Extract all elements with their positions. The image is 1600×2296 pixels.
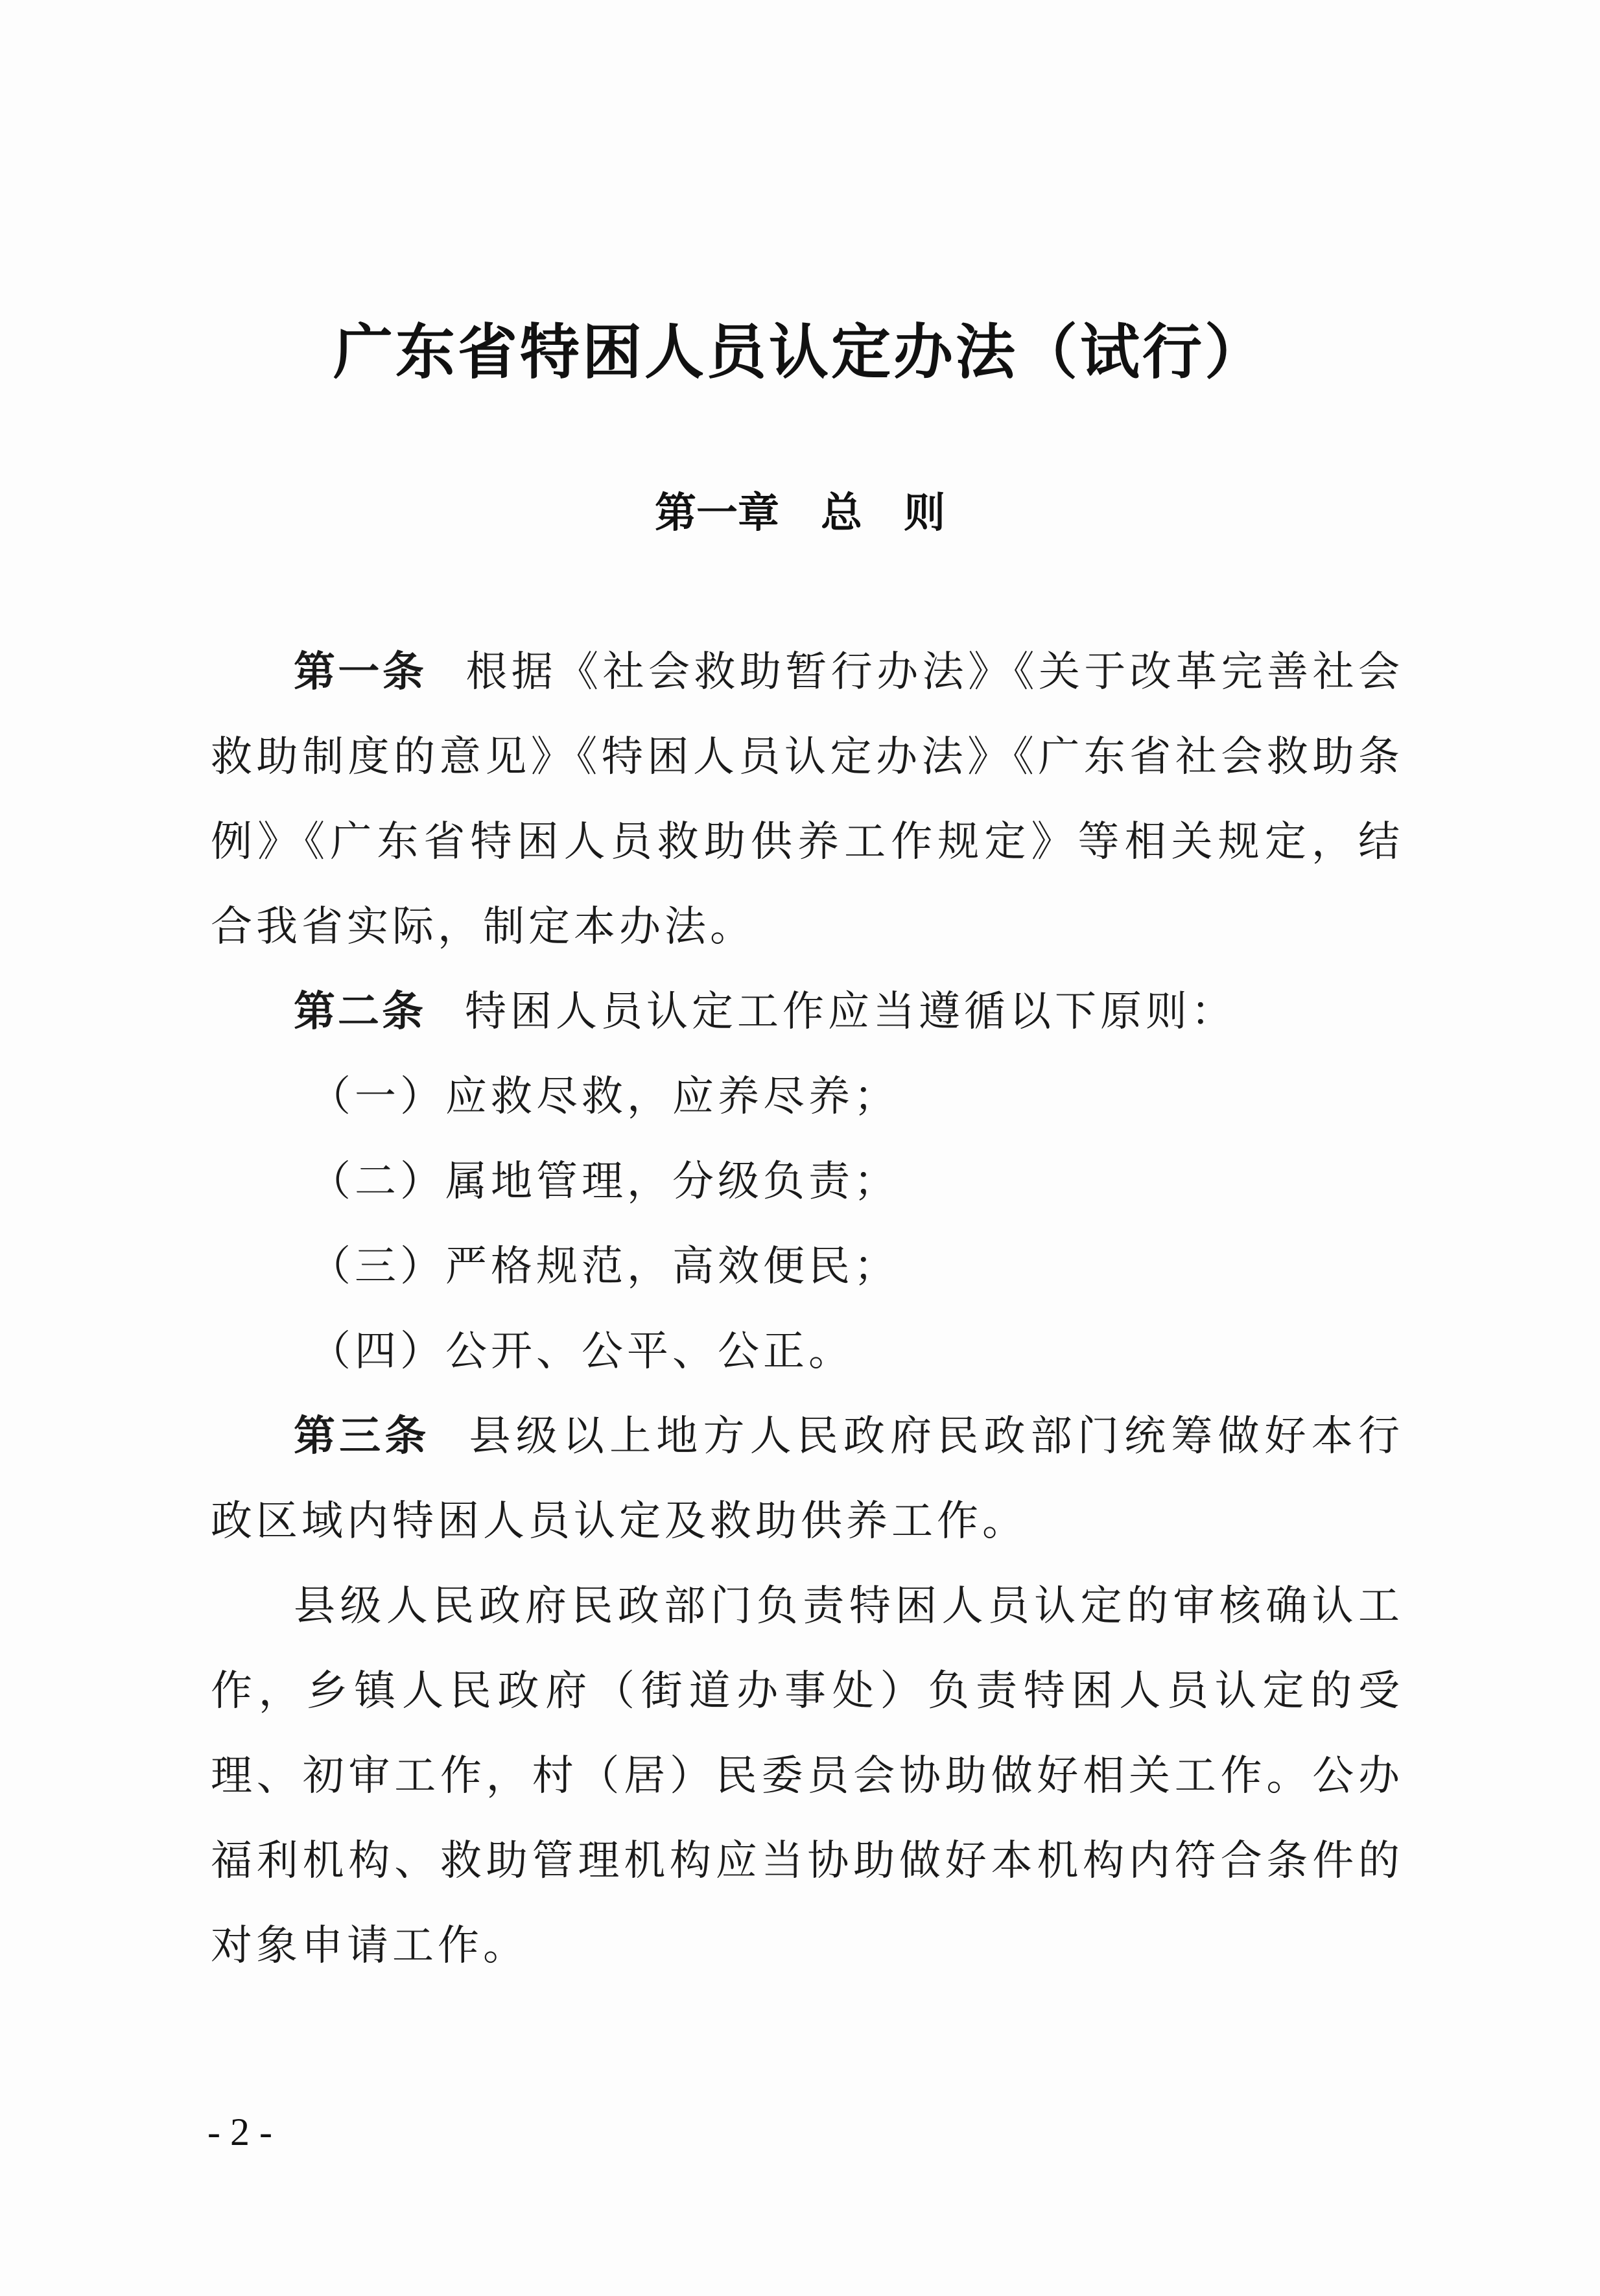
article-3-paragraph-2: 县级人民政府民政部门负责特困人员认定的审核确认工作，乡镇人民政府（街道办事处）负责特困人员认定的受理、初审工作，村（居）民委员会协助做好相关工作。公办福利机构、救助管理机构应当协助做好本机构内符合条件的对象申请工作。 [211,1582,1404,1970]
article-2 [211,970,1404,1055]
article-3 [211,1394,1404,1564]
article-label: 第二条 [294,988,426,1036]
article-label: 第三条 [294,1412,430,1460]
article-text: 县级以上地方人民政府民政部门统筹做好本行政区域内特困人员认定及救助供养工作。 [211,1412,1404,1545]
list-item: （四）公开、公平、公正。 [309,1328,854,1376]
document-title: 广东省特困人员认定办法（试行） [333,318,1267,387]
chapter-name-part1: 总 [821,489,862,537]
chapter-number: 第一章 [655,489,779,537]
page-number: - 2 - [207,2111,272,2153]
chapter-heading [0,480,1600,539]
article-text: 特困人员认定工作应当遵循以下原则： [465,988,1236,1036]
article-text: 根据《社会救助暂行办法》《关于改革完善社会救助制度的意见》《特困人员认定办法》《广东省社会救助条例》《广东省特困人员救助供养工作规定》等相关规定，结合我省实际，制定本办法。 [211,648,1404,951]
list-item: （二）属地管理，分级负责； [309,1158,899,1206]
list-item: （三）严格规范，高效便民； [309,1243,899,1291]
chapter-name-part2: 则 [904,489,945,537]
article-1 [211,630,1404,970]
document-body [211,630,1404,1989]
article-label: 第一条 [294,648,427,696]
list-item: （一）应救尽救，应养尽养； [309,1073,899,1121]
